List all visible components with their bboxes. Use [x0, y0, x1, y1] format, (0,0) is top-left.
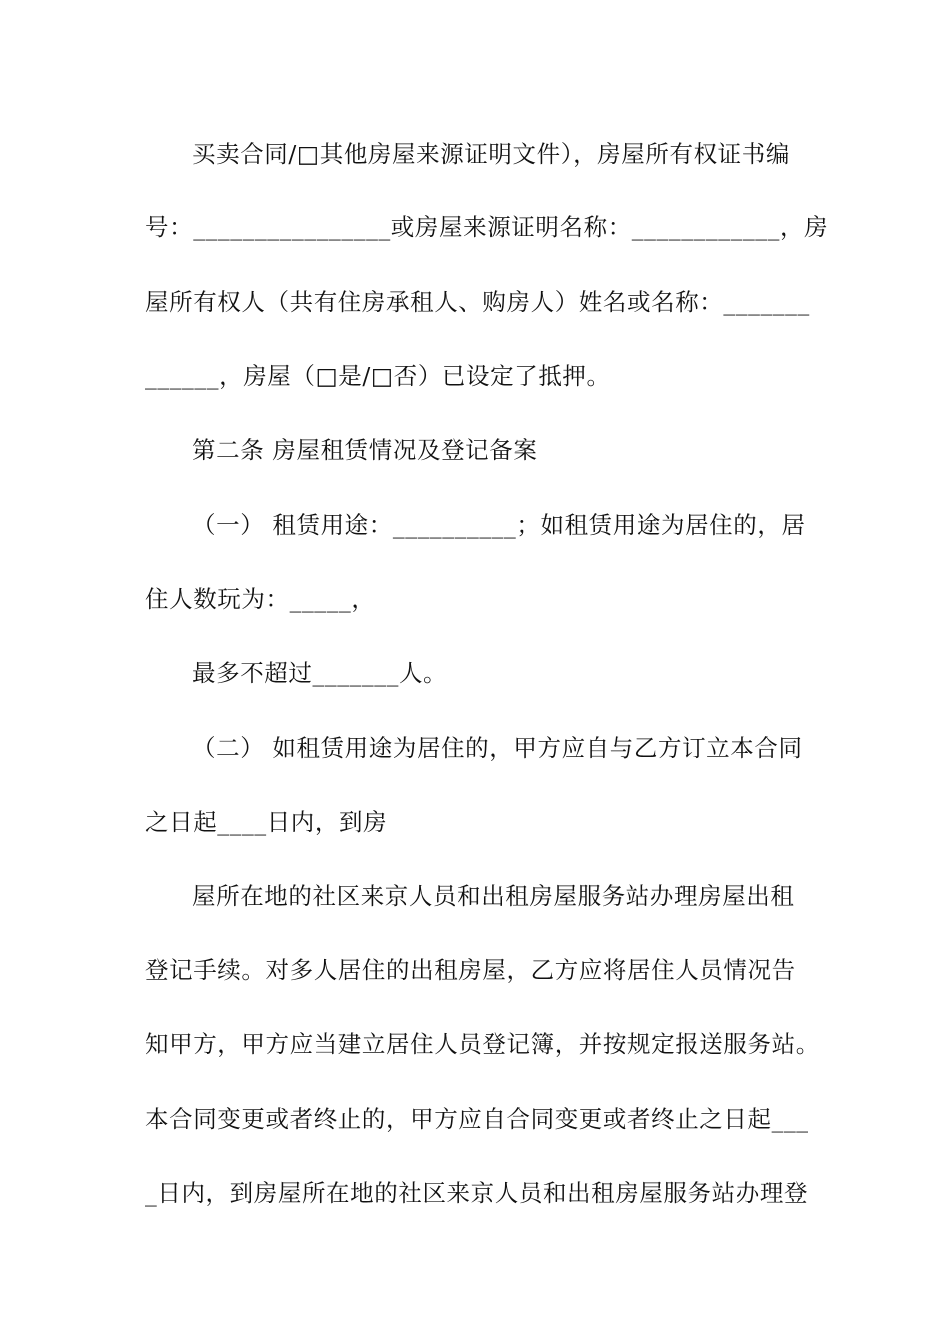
text-line-8: 最多不超过_______人。 — [192, 659, 448, 687]
text-line-15: _日内，到房屋所在地的社区来京人员和出租房屋服务站办理登 — [145, 1179, 809, 1207]
text-line-12: 登记手续。对多人居住的出租房屋，乙方应将居住人员情况告 — [145, 956, 796, 984]
text-line-3: 屋所有权人（共有住房承租人、购房人）姓名或名称：_______ — [145, 288, 810, 316]
text-line-1: 买卖合同/□其他房屋来源证明文件），房屋所有权证书编 — [192, 140, 790, 168]
text-line-13: 知甲方，甲方应当建立居住人员登记簿，并按规定报送服务站。 — [145, 1030, 820, 1058]
text-line-6: （一） 租赁用途：__________；如租赁用途为居住的，居 — [192, 511, 806, 539]
text-line-4: ______，房屋（□是/□否）已设定了抵押。 — [145, 362, 611, 390]
article-heading: 第二条 房屋租赁情况及登记备案 — [192, 436, 538, 464]
text-line-10: 之日起____日内，到房 — [145, 808, 388, 836]
text-line-11: 屋所在地的社区来京人员和出租房屋服务站办理房屋出租 — [192, 882, 795, 910]
text-line-7: 住人数玩为：_____， — [145, 585, 376, 613]
text-line-9: （二） 如租赁用途为居住的，甲方应自与乙方订立本合同 — [192, 734, 803, 762]
text-line-14: 本合同变更或者终止的，甲方应自合同变更或者终止之日起___ — [145, 1105, 809, 1133]
text-line-2: 号：________________或房屋来源证明名称：____________，房 — [145, 213, 829, 241]
